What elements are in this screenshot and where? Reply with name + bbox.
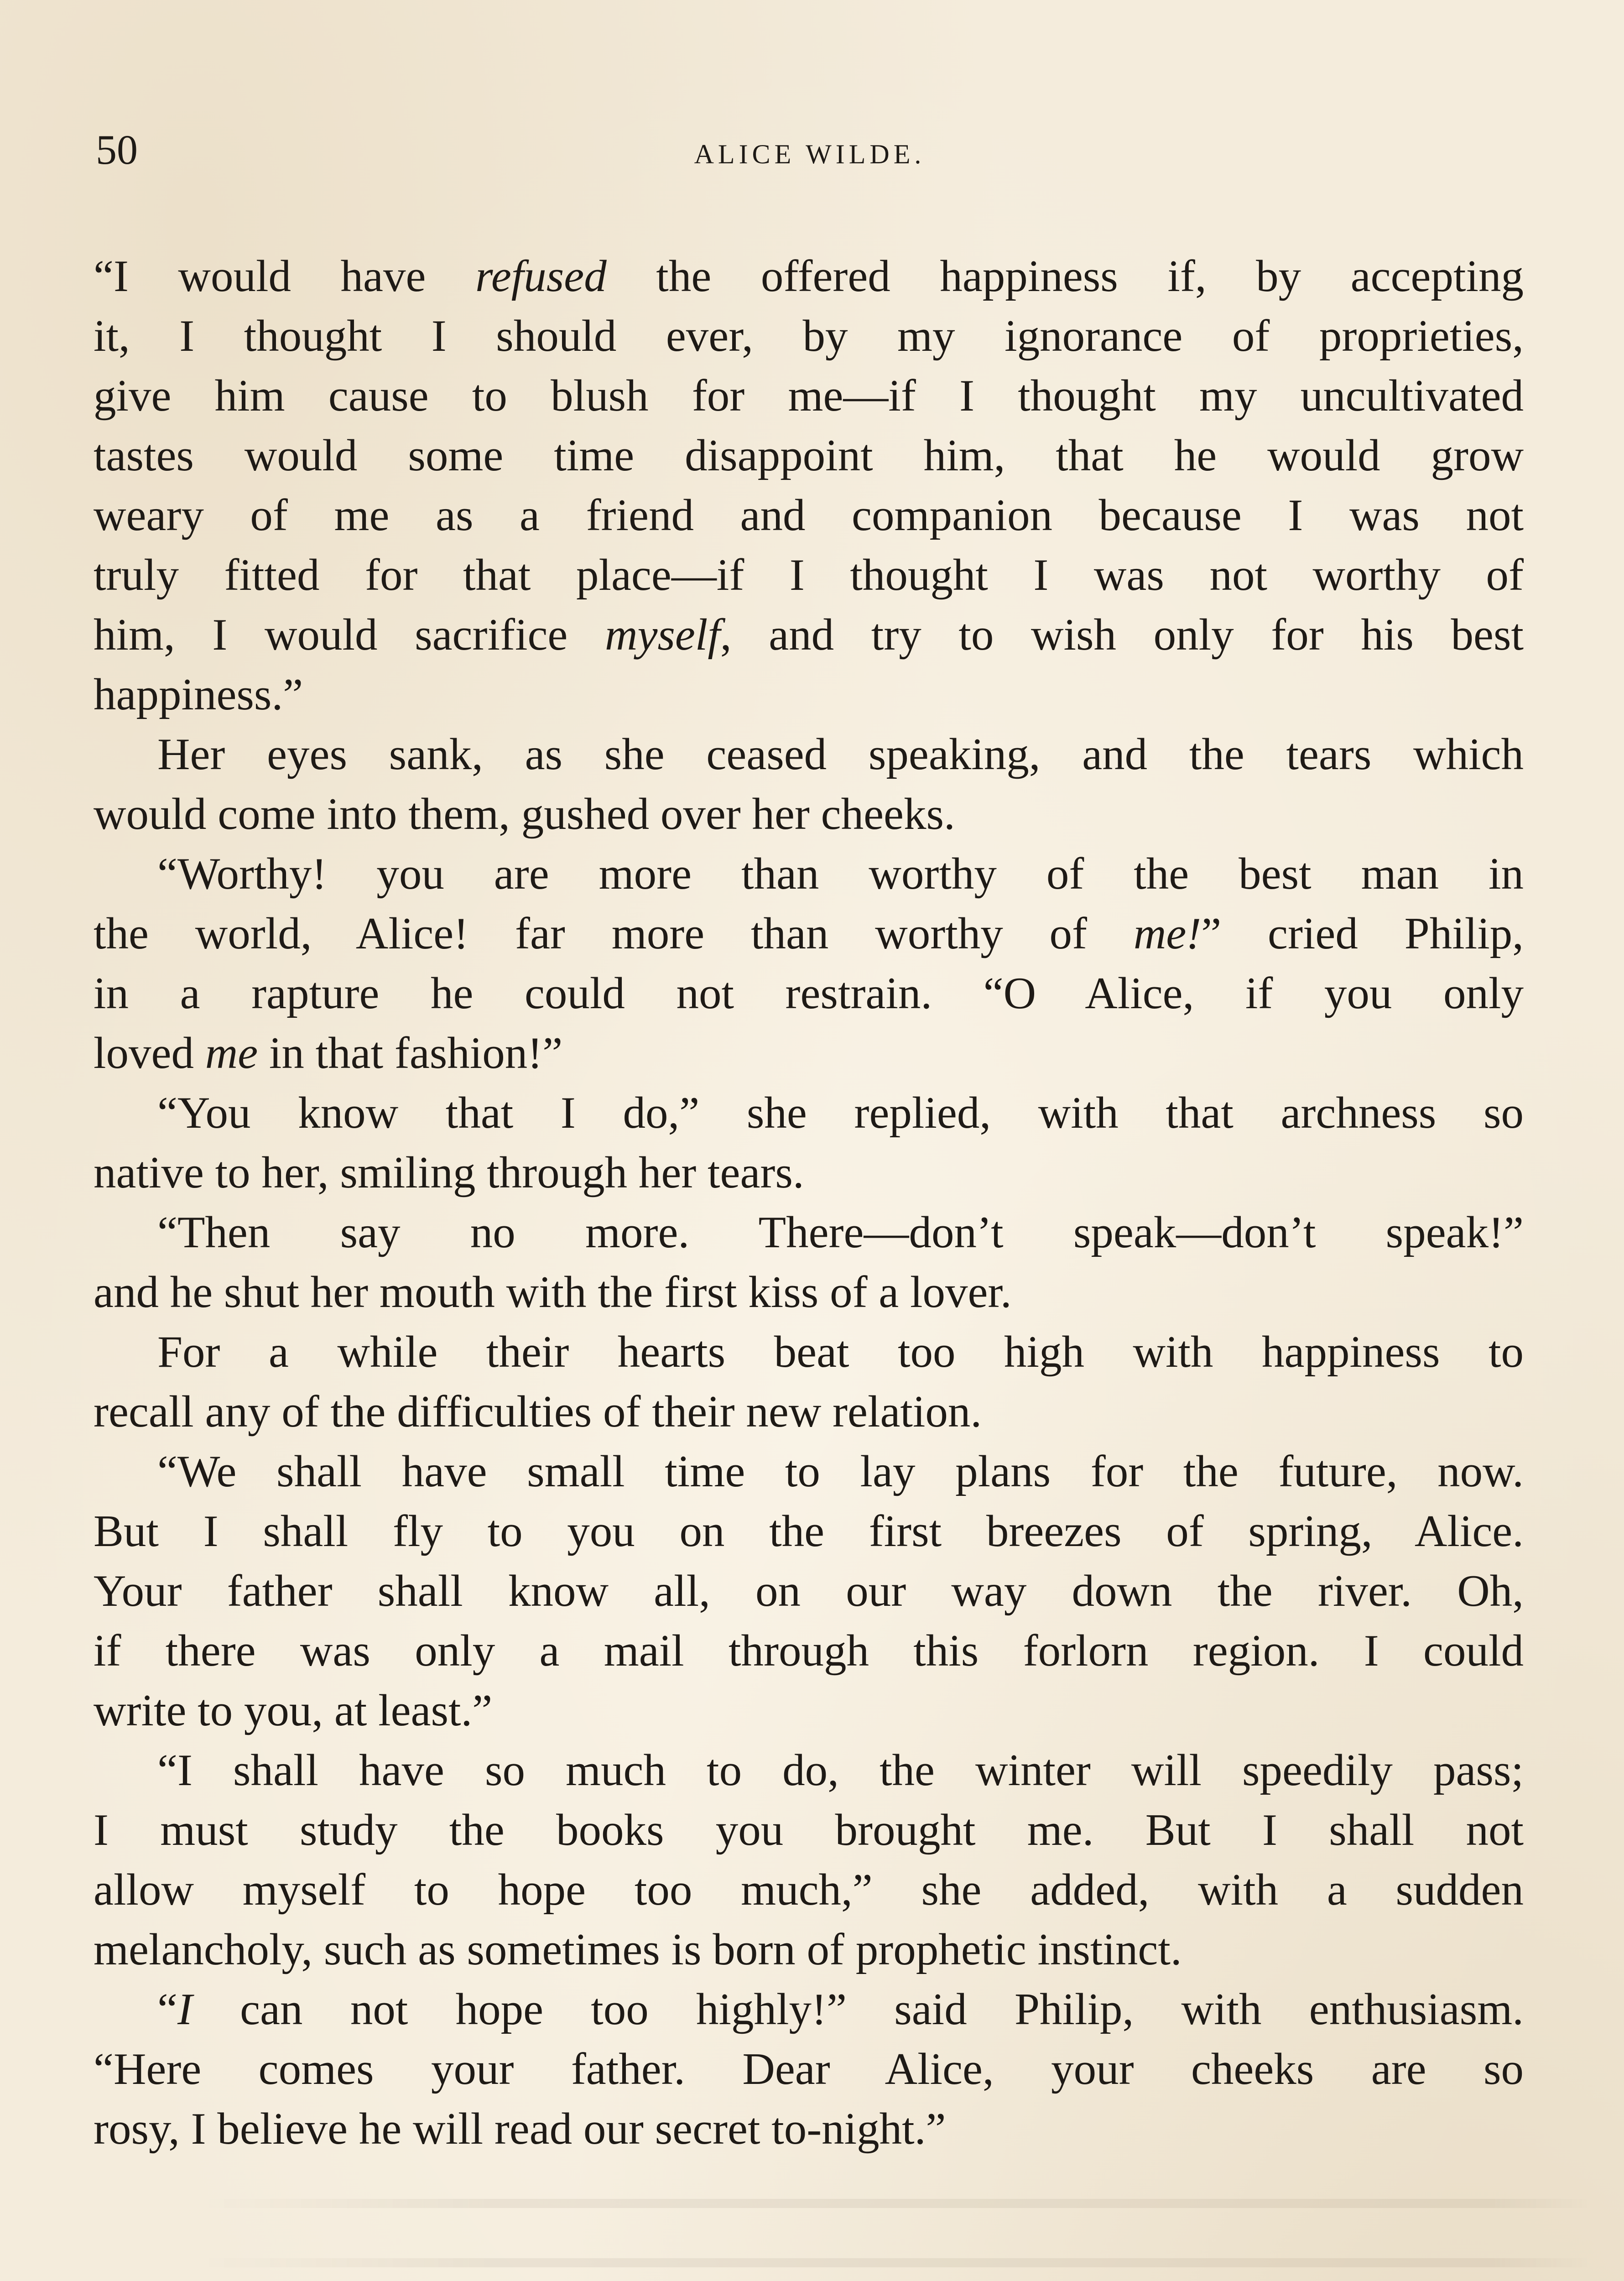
- text-line: the world, Alice! far more than worthy of me!” cried Philip,: [94, 909, 1524, 958]
- italic-text: me: [205, 1028, 258, 1078]
- text-line: Her eyes sank, as she ceased speaking, and the tears which: [157, 729, 1524, 779]
- text-line: “We shall have small time to lay plans for the future, now.: [157, 1447, 1524, 1496]
- text-line: Your father shall know all, on our way down the river. Oh,: [94, 1566, 1524, 1616]
- text-line: tastes would some time disappoint him, that he would grow: [94, 431, 1524, 480]
- text-line: melancholy, such as sometimes is born of prophetic instinct.: [94, 1925, 1182, 1974]
- text-line: happiness.”: [94, 670, 303, 719]
- paragraph: [94, 724, 1524, 844]
- paragraph: [94, 1442, 1524, 1740]
- italic-text: I: [177, 1984, 193, 2034]
- text-line: “I can not hope too highly!” said Philip, with enthusiasm.: [157, 1984, 1524, 2034]
- paragraph: [94, 1979, 1524, 2159]
- text-line: native to her, smiling through her tears.: [94, 1148, 804, 1198]
- paragraph: [94, 246, 1524, 724]
- text-line: write to you, at least.”: [94, 1686, 493, 1735]
- running-title: ALICE WILDE.: [694, 139, 926, 169]
- text-line: him, I would sacrifice myself, and try to wish only for his best: [94, 610, 1524, 660]
- text-line: I must study the books you brought me. But I shall not: [94, 1805, 1524, 1855]
- body-text: [94, 246, 1524, 2159]
- paragraph: [94, 1203, 1524, 1322]
- paragraph: [94, 1740, 1524, 1979]
- text-line: it, I thought I should ever, by my ignorance of proprieties,: [94, 311, 1524, 361]
- text-line: truly fitted for that place—if I thought I was not worthy of: [94, 550, 1524, 600]
- page-number: 50: [96, 126, 138, 173]
- text-line: For a while their hearts beat too high with happiness to: [157, 1327, 1524, 1377]
- paragraph: [94, 1322, 1524, 1442]
- text-line: recall any of the difficulties of their new relation.: [94, 1387, 982, 1437]
- text-line: But I shall fly to you on the first breezes of spring, Alice.: [94, 1506, 1524, 1556]
- italic-text: refused: [475, 251, 607, 301]
- page-header: [96, 122, 1524, 177]
- text-line: in a rapture he could not restrain. “O Alice, if you only: [94, 969, 1524, 1018]
- text-line: “You know that I do,” she replied, with that archness so: [157, 1088, 1524, 1138]
- text-line: “Then say no more. There—don’t speak—don’t speak!”: [157, 1208, 1524, 1257]
- text-line: allow myself to hope too much,” she added, with a sudden: [94, 1865, 1524, 1915]
- text-line: “I shall have so much to do, the winter will speedily pass;: [157, 1745, 1524, 1795]
- text-line: give him cause to blush for me—if I thought my uncultivated: [94, 371, 1524, 421]
- text-line: “Here comes your father. Dear Alice, your cheeks are so: [94, 2044, 1524, 2094]
- text-line: weary of me as a friend and companion because I was not: [94, 490, 1524, 540]
- paragraph: [94, 844, 1524, 1083]
- italic-text: myself: [604, 610, 720, 660]
- italic-text: me!: [1133, 909, 1202, 958]
- text-line: rosy, I believe he will read our secret to-night.”: [94, 2104, 946, 2154]
- paragraph: [94, 1083, 1524, 1203]
- text-line: and he shut her mouth with the first kiss of a lover.: [94, 1267, 1012, 1317]
- show-through-text: [0, 2167, 1624, 2281]
- text-line: would come into them, gushed over her cheeks.: [94, 789, 955, 839]
- text-line: if there was only a mail through this forlorn region. I could: [94, 1626, 1524, 1676]
- text-line: loved me in that fashion!”: [94, 1028, 563, 1078]
- text-line: “I would have refused the offered happiness if, by accepting: [94, 251, 1524, 301]
- text-line: “Worthy! you are more than worthy of the best man in: [157, 849, 1524, 899]
